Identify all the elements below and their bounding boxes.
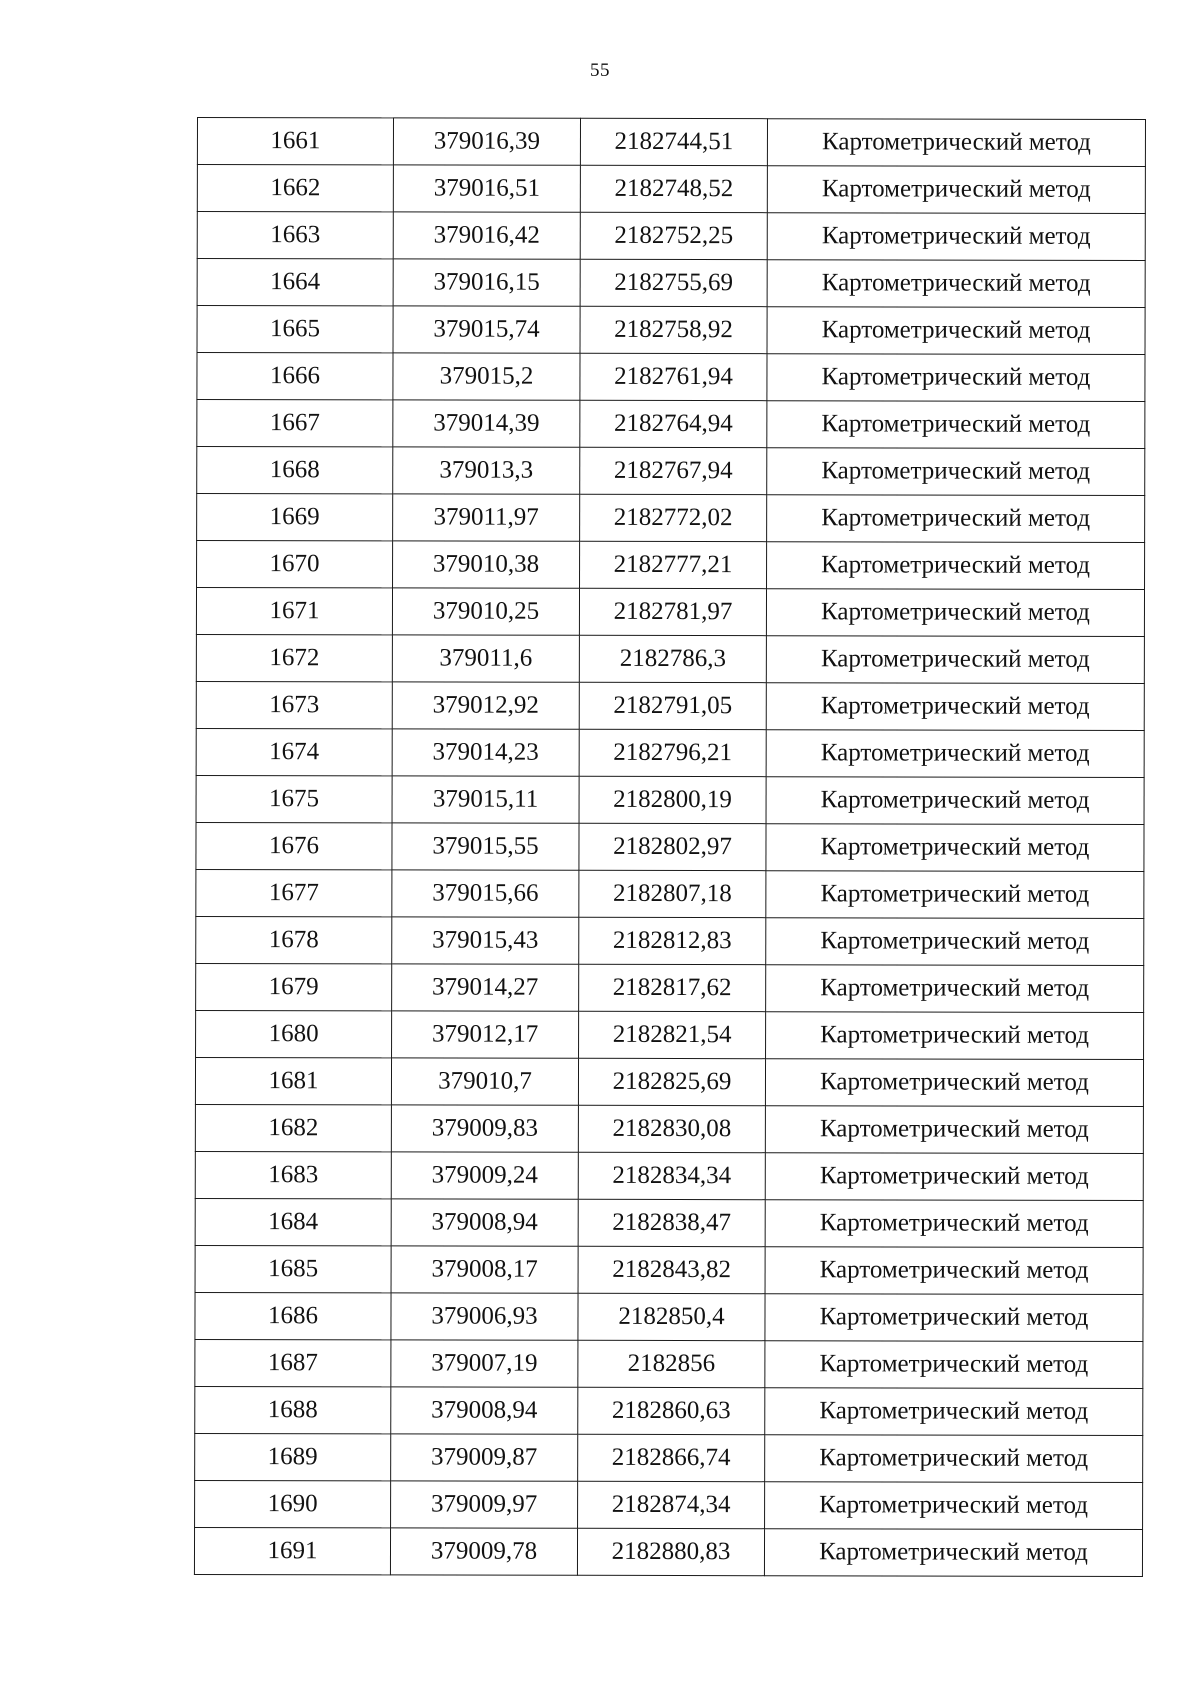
table-row (196, 916, 1144, 965)
table-row (195, 1198, 1143, 1247)
point-number-cell: 1691 (194, 1527, 390, 1574)
x-coordinate-cell: 379016,39 (393, 118, 580, 165)
method-cell: Картометрический метод (765, 1106, 1143, 1154)
table-row (196, 588, 1144, 637)
method-cell: Картометрический метод (766, 683, 1144, 731)
point-number-cell: 1661 (197, 118, 393, 165)
y-coordinate-cell: 2182755,69 (580, 259, 767, 306)
method-cell: Картометрический метод (765, 1482, 1143, 1530)
point-number-cell: 1685 (195, 1245, 391, 1292)
y-coordinate-cell: 2182800,19 (579, 776, 766, 823)
method-cell: Картометрический метод (767, 401, 1145, 449)
y-coordinate-cell: 2182817,62 (579, 964, 766, 1011)
y-coordinate-cell: 2182807,18 (579, 870, 766, 917)
x-coordinate-cell: 379009,78 (390, 1528, 577, 1575)
method-cell: Картометрический метод (766, 589, 1144, 637)
point-number-cell: 1682 (195, 1104, 391, 1151)
y-coordinate-cell: 2182744,51 (580, 118, 767, 165)
method-cell: Картометрический метод (766, 730, 1144, 778)
point-number-cell: 1676 (196, 822, 392, 869)
table-row (197, 447, 1145, 496)
table-row (195, 1433, 1143, 1482)
x-coordinate-cell: 379007,19 (391, 1340, 578, 1387)
method-cell: Картометрический метод (764, 1529, 1142, 1577)
table-row (196, 681, 1144, 730)
method-cell: Картометрический метод (765, 1153, 1143, 1201)
x-coordinate-cell: 379014,27 (392, 964, 579, 1011)
y-coordinate-cell: 2182856 (578, 1340, 765, 1387)
x-coordinate-cell: 379014,23 (392, 729, 579, 776)
point-number-cell: 1673 (196, 681, 392, 728)
x-coordinate-cell: 379010,25 (392, 588, 579, 635)
method-cell: Картометрический метод (766, 918, 1144, 966)
point-number-cell: 1689 (195, 1433, 391, 1480)
y-coordinate-cell: 2182838,47 (578, 1199, 765, 1246)
y-coordinate-cell: 2182812,83 (579, 917, 766, 964)
y-coordinate-cell: 2182825,69 (578, 1058, 765, 1105)
table-row (197, 212, 1145, 261)
x-coordinate-cell: 379014,39 (393, 400, 580, 447)
y-coordinate-cell: 2182791,05 (579, 682, 766, 729)
table-row (197, 118, 1145, 167)
x-coordinate-cell: 379010,38 (393, 541, 580, 588)
method-cell: Картометрический метод (767, 260, 1145, 308)
table-row (195, 1386, 1143, 1435)
method-cell: Картометрический метод (767, 354, 1145, 402)
table-row (195, 1151, 1143, 1200)
point-number-cell: 1672 (196, 634, 392, 681)
coordinates-table (194, 117, 1146, 1577)
point-number-cell: 1687 (195, 1339, 391, 1386)
table-row (197, 165, 1145, 214)
y-coordinate-cell: 2182796,21 (579, 729, 766, 776)
method-cell: Картометрический метод (766, 777, 1144, 825)
coordinates-table-container (194, 117, 1146, 1577)
point-number-cell: 1671 (196, 588, 392, 635)
table-row (194, 1527, 1142, 1576)
point-number-cell: 1678 (196, 916, 392, 963)
point-number-cell: 1690 (195, 1480, 391, 1527)
y-coordinate-cell: 2182802,97 (579, 823, 766, 870)
point-number-cell: 1663 (197, 212, 393, 259)
y-coordinate-cell: 2182752,25 (580, 212, 767, 259)
point-number-cell: 1684 (195, 1198, 391, 1245)
table-row (196, 963, 1144, 1012)
table-row (196, 822, 1144, 871)
point-number-cell: 1662 (197, 165, 393, 212)
y-coordinate-cell: 2182772,02 (580, 494, 767, 541)
x-coordinate-cell: 379008,94 (391, 1199, 578, 1246)
point-number-cell: 1677 (196, 869, 392, 916)
x-coordinate-cell: 379009,87 (391, 1434, 578, 1481)
y-coordinate-cell: 2182748,52 (580, 165, 767, 212)
table-row (197, 353, 1145, 402)
method-cell: Картометрический метод (765, 1059, 1143, 1107)
method-cell: Картометрический метод (766, 871, 1144, 919)
table-row (197, 494, 1145, 543)
method-cell: Картометрический метод (766, 636, 1144, 684)
method-cell: Картометрический метод (765, 1435, 1143, 1483)
x-coordinate-cell: 379008,94 (391, 1387, 578, 1434)
x-coordinate-cell: 379009,24 (391, 1152, 578, 1199)
x-coordinate-cell: 379011,97 (393, 494, 580, 541)
table-row (196, 1010, 1144, 1059)
point-number-cell: 1688 (195, 1386, 391, 1433)
page-number: 55 (590, 60, 610, 81)
x-coordinate-cell: 379015,74 (393, 306, 580, 353)
point-number-cell: 1680 (196, 1010, 392, 1057)
y-coordinate-cell: 2182850,4 (578, 1293, 765, 1340)
x-coordinate-cell: 379013,3 (393, 447, 580, 494)
point-number-cell: 1665 (197, 306, 393, 353)
point-number-cell: 1679 (196, 963, 392, 1010)
y-coordinate-cell: 2182767,94 (580, 447, 767, 494)
method-cell: Картометрический метод (767, 166, 1145, 214)
point-number-cell: 1664 (197, 259, 393, 306)
x-coordinate-cell: 379011,6 (392, 635, 579, 682)
point-number-cell: 1670 (197, 541, 393, 588)
table-row (197, 259, 1145, 308)
x-coordinate-cell: 379015,43 (392, 917, 579, 964)
method-cell: Картометрический метод (766, 965, 1144, 1013)
y-coordinate-cell: 2182880,83 (577, 1528, 764, 1575)
x-coordinate-cell: 379008,17 (391, 1246, 578, 1293)
method-cell: Картометрический метод (766, 1012, 1144, 1060)
method-cell: Картометрический метод (765, 1247, 1143, 1295)
method-cell: Картометрический метод (767, 448, 1145, 496)
x-coordinate-cell: 379015,2 (393, 353, 580, 400)
method-cell: Картометрический метод (767, 542, 1145, 590)
point-number-cell: 1669 (197, 494, 393, 541)
y-coordinate-cell: 2182758,92 (580, 306, 767, 353)
point-number-cell: 1666 (197, 353, 393, 400)
y-coordinate-cell: 2182764,94 (580, 400, 767, 447)
table-row (197, 306, 1145, 355)
method-cell: Картометрический метод (767, 307, 1145, 355)
y-coordinate-cell: 2182761,94 (580, 353, 767, 400)
y-coordinate-cell: 2182830,08 (578, 1105, 765, 1152)
x-coordinate-cell: 379015,66 (392, 870, 579, 917)
y-coordinate-cell: 2182866,74 (578, 1434, 765, 1481)
coordinates-table-body (194, 118, 1145, 1577)
point-number-cell: 1674 (196, 728, 392, 775)
table-row (195, 1104, 1143, 1153)
point-number-cell: 1681 (195, 1057, 391, 1104)
table-row (195, 1292, 1143, 1341)
point-number-cell: 1686 (195, 1292, 391, 1339)
x-coordinate-cell: 379006,93 (391, 1293, 578, 1340)
method-cell: Картометрический метод (767, 213, 1145, 261)
table-row (196, 634, 1144, 683)
table-row (196, 869, 1144, 918)
point-number-cell: 1683 (195, 1151, 391, 1198)
point-number-cell: 1668 (197, 447, 393, 494)
y-coordinate-cell: 2182777,21 (580, 541, 767, 588)
table-row (197, 541, 1145, 590)
table-row (197, 400, 1145, 449)
x-coordinate-cell: 379010,7 (391, 1058, 578, 1105)
table-row (196, 728, 1144, 777)
method-cell: Картометрический метод (767, 495, 1145, 543)
method-cell: Картометрический метод (767, 119, 1145, 167)
table-row (195, 1480, 1143, 1529)
method-cell: Картометрический метод (765, 1200, 1143, 1248)
point-number-cell: 1675 (196, 775, 392, 822)
x-coordinate-cell: 379016,42 (393, 212, 580, 259)
method-cell: Картометрический метод (766, 824, 1144, 872)
y-coordinate-cell: 2182821,54 (579, 1011, 766, 1058)
x-coordinate-cell: 379016,51 (393, 165, 580, 212)
y-coordinate-cell: 2182874,34 (578, 1481, 765, 1528)
x-coordinate-cell: 379009,97 (391, 1481, 578, 1528)
y-coordinate-cell: 2182781,97 (579, 588, 766, 635)
y-coordinate-cell: 2182834,34 (578, 1152, 765, 1199)
x-coordinate-cell: 379012,92 (392, 682, 579, 729)
table-row (195, 1339, 1143, 1388)
x-coordinate-cell: 379009,83 (391, 1105, 578, 1152)
method-cell: Картометрический метод (765, 1294, 1143, 1342)
method-cell: Картометрический метод (765, 1341, 1143, 1389)
x-coordinate-cell: 379016,15 (393, 259, 580, 306)
table-row (195, 1057, 1143, 1106)
y-coordinate-cell: 2182786,3 (579, 635, 766, 682)
table-row (195, 1245, 1143, 1294)
x-coordinate-cell: 379012,17 (392, 1011, 579, 1058)
x-coordinate-cell: 379015,55 (392, 823, 579, 870)
y-coordinate-cell: 2182843,82 (578, 1246, 765, 1293)
x-coordinate-cell: 379015,11 (392, 776, 579, 823)
point-number-cell: 1667 (197, 400, 393, 447)
method-cell: Картометрический метод (765, 1388, 1143, 1436)
y-coordinate-cell: 2182860,63 (578, 1387, 765, 1434)
table-row (196, 775, 1144, 824)
